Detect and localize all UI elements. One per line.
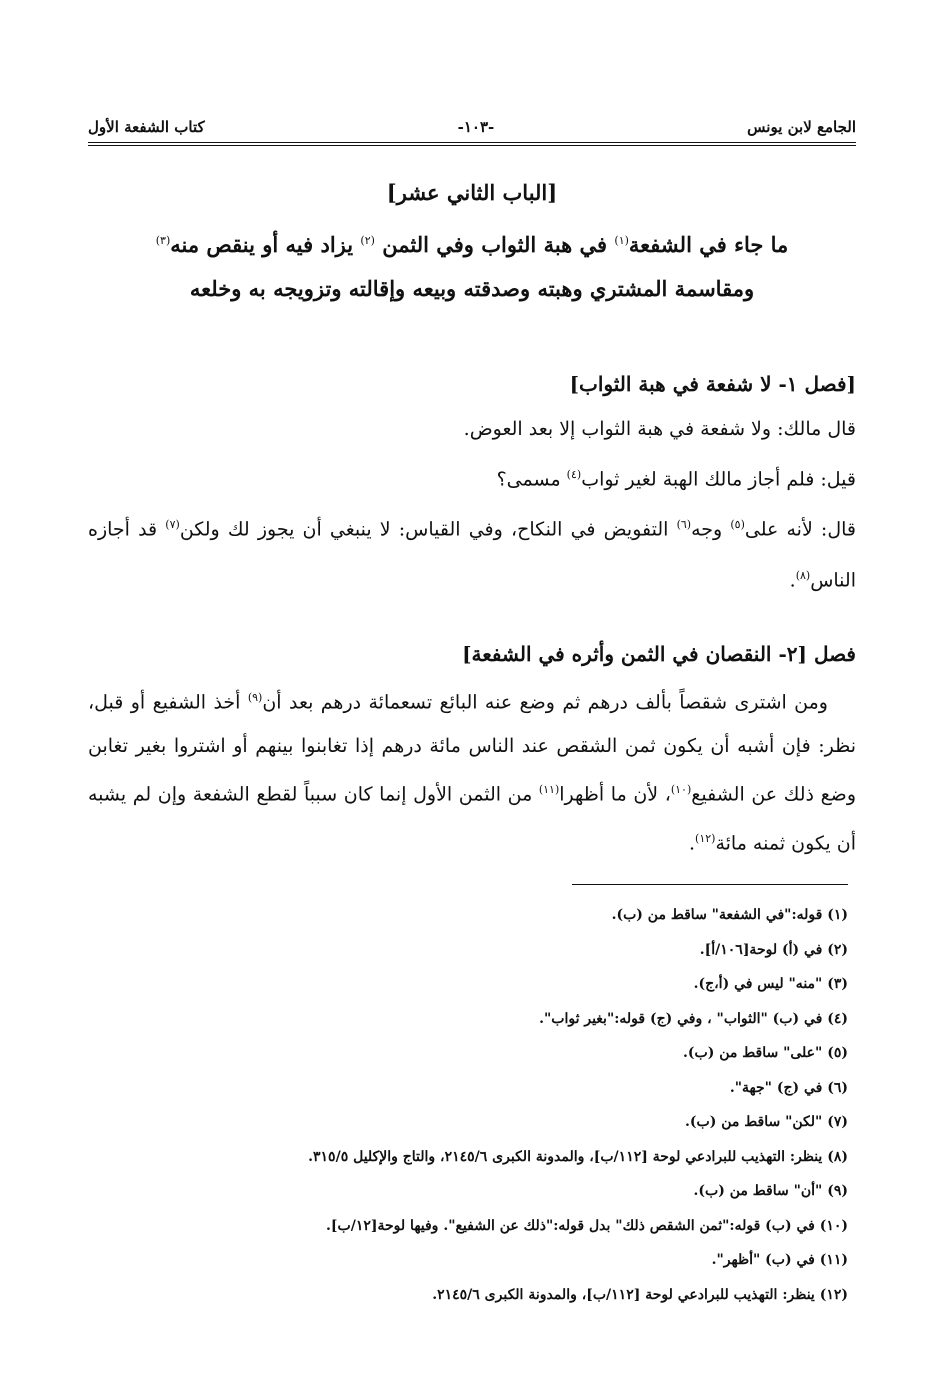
paragraph-text: ، لأن ما أظهرا xyxy=(559,783,671,806)
page-number: -١٠٣- xyxy=(457,118,495,136)
footnotes xyxy=(88,898,848,1312)
paragraph xyxy=(88,452,856,502)
subtitle-text: في هبة الثواب وفي الثمن xyxy=(374,232,615,257)
footnote-divider xyxy=(572,884,848,885)
paragraph-text: ومن اشترى شقصاً بألف درهم ثم وضع عنه البائع تسعمائة درهم بعد أن xyxy=(262,691,828,714)
footnote: (٩) "أن" ساقط من (ب). xyxy=(693,1183,848,1199)
footnote-ref: (٣) xyxy=(155,234,171,247)
running-header xyxy=(88,118,856,143)
footnote-ref: (٢) xyxy=(360,234,375,247)
paragraph xyxy=(88,676,856,865)
paragraph-text: التفويض في النكاح، وفي القياس: لا ينبغي أن يجوز لك ولكن xyxy=(179,518,677,541)
subtitle-text: ومقاسمة المشتري وهبته وصدقته وبيعه وإقالته وتزويجه به وخلعه xyxy=(189,276,755,301)
footnote-ref: (١٢) xyxy=(695,831,716,845)
section-2 xyxy=(88,632,856,865)
paragraph-text: وجه xyxy=(691,518,731,541)
section-heading: فصل [٢- النقصان في الثمن وأثره في الشفعة] xyxy=(462,642,856,666)
paragraph-text: . xyxy=(688,831,696,854)
chapter-title-block xyxy=(88,180,856,311)
section-1 xyxy=(88,362,856,603)
footnote: (٧) "لكن" ساقط من (ب). xyxy=(685,1114,848,1130)
footnote-ref: (٨) xyxy=(795,568,811,582)
section-heading: [فصل ١- لا شفعة في هبة الثواب] xyxy=(569,372,856,396)
paragraph-text: قال: لأنه على xyxy=(744,518,857,541)
paragraph-text: قيل: فلم أجاز مالك الهبة لغير ثواب xyxy=(581,468,856,491)
paragraph-text: من الثمن الأول إنما كان سبباً لقطع الشفعة وإن لم يشبه أن يكون ثمنه مائة xyxy=(88,783,856,854)
footnote: (٢) في (أ) لوحة[١٠٦/أ]. xyxy=(699,941,848,958)
subtitle-text: ما جاء في الشفعة xyxy=(628,232,789,257)
footnote-ref: (١١) xyxy=(538,783,560,797)
footnote-ref: (٧) xyxy=(165,518,180,532)
paragraph-text: أخذ الشفيع أو قبل، نظر: فإن أشبه أن يكون ثمن الشقص عند الناس مائة درهم إذا تغابنوا بينهم أو اشتروا بغير تغابن وضع ذلك عن الشفيع xyxy=(88,691,856,806)
footnote-ref: (١٠) xyxy=(670,783,692,797)
footnote-ref: (٦) xyxy=(676,518,692,532)
footnote: (١١) في (ب) "أظهر". xyxy=(711,1252,848,1268)
footnote: (٣) "منه" ليس في (أ،ج). xyxy=(693,976,848,992)
subtitle-text: يزاد فيه أو ينقص منه xyxy=(170,232,361,257)
footnote: (٥) "على" ساقط من (ب). xyxy=(683,1045,848,1061)
paragraph-text: مسمى؟ xyxy=(496,468,567,491)
footnote-ref: (١) xyxy=(614,234,629,247)
footnote-ref: (٩) xyxy=(247,691,263,704)
footnote: (١٠) في (ب) قوله:"ثمن الشقص ذلك" بدل قوله:"ذلك عن الشفيع". وفيها لوحة[١٢/ب]. xyxy=(326,1217,848,1234)
footnote: (٨) ينظر: التهذيب للبرادعي لوحة [١١٢/ب]، والمدونة الكبرى ٢١٤٥/٦، والتاج والإكليل ٣١٥/٥. xyxy=(308,1148,848,1165)
footnote: (٤) في (ب) "الثواب" ، وفي (ج) قوله:"بغير ثواب". xyxy=(539,1010,848,1027)
header-book-title: الجامع لابن يونس xyxy=(747,118,856,136)
footnote: (٦) في (ج) "جهة". xyxy=(729,1079,848,1096)
paragraph: قال مالك: ولا شفعة في هبة الثواب إلا بعد العوض. xyxy=(463,418,856,440)
paragraph-text: . xyxy=(789,568,796,591)
paragraph xyxy=(88,502,856,603)
footnote-ref: (٥) xyxy=(730,518,745,532)
chapter-title: [الباب الثاني عشر] xyxy=(386,180,558,205)
footnote-ref: (٤) xyxy=(566,468,582,481)
footnote: (١٢) ينظر: التهذيب للبرادعي لوحة [١١٢/ب]، والمدونة الكبرى ٢١٤٥/٦. xyxy=(432,1286,848,1303)
header-chapter-title: كتاب الشفعة الأول xyxy=(88,118,205,136)
paragraph-text: قد أجازه الناس xyxy=(88,518,856,591)
footnote: (١) قوله:"في الشفعة" ساقط من (ب). xyxy=(611,907,848,923)
chapter-subtitle xyxy=(88,219,856,311)
